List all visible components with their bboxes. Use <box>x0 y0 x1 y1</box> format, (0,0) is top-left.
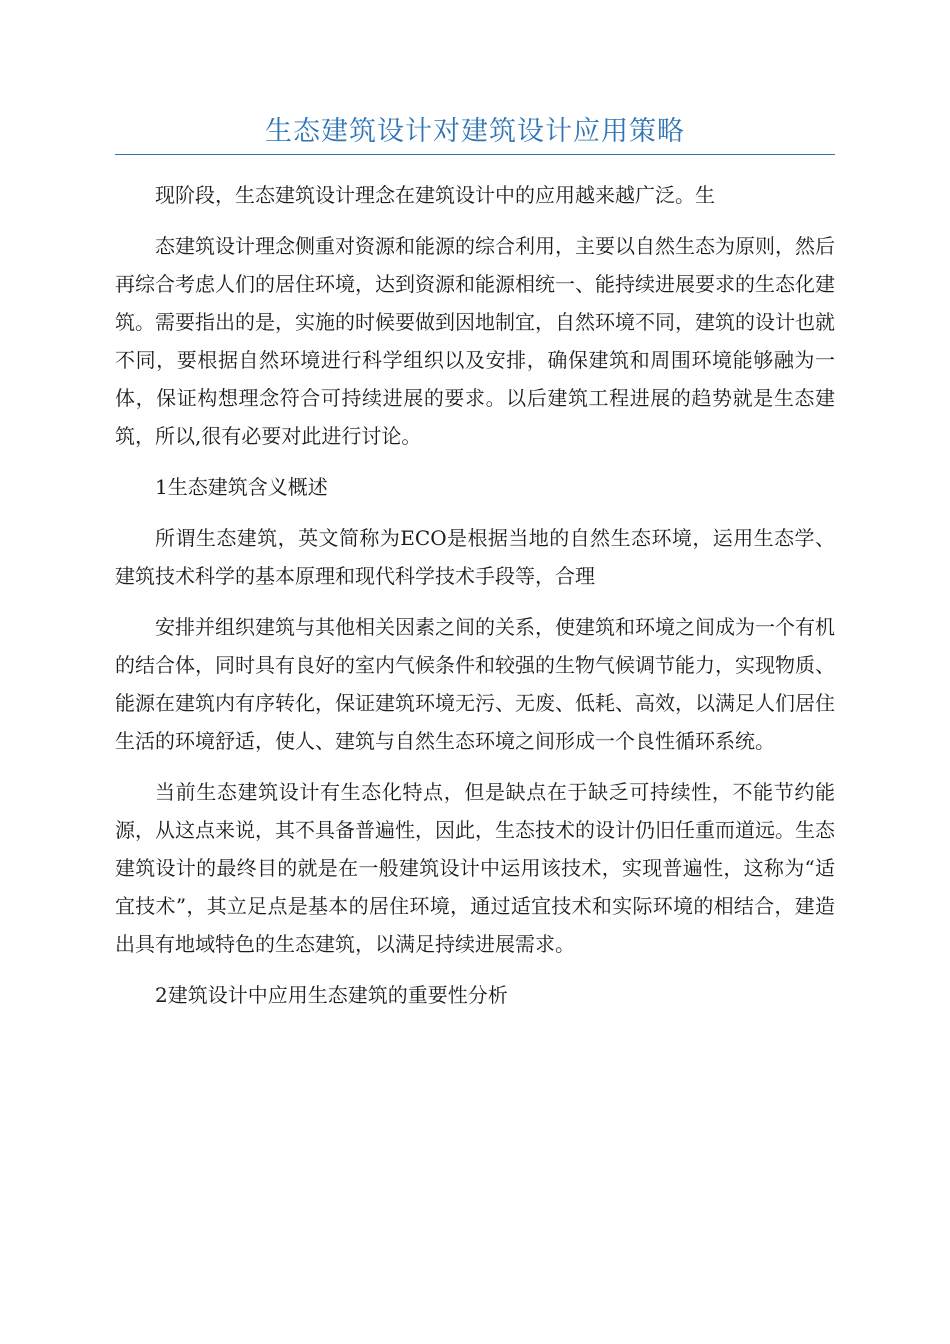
document-title: 生态建筑设计对建筑设计应用策略 <box>265 116 685 147</box>
paragraph-current-status: 当前生态建筑设计有生态化特点，但是缺点在于缺乏可持续性，不能节约能源，从这点来说，其不具备普遍性，因此，生态技术的设计仍旧任重而道远。生态建筑设计的最终目的就是在一般建筑设计中运用该技术，实现普遍性，这称为“适宜技术”，其立足点是基本的居住环境，通过适宜技术和实际环境的相结合，建造出具有地域特色的生态建筑，以满足持续进展需求。 <box>115 780 835 956</box>
section-heading-2: 2建筑设计中应用生态建筑的重要性分析 <box>155 983 508 1007</box>
title-underline <box>115 154 835 155</box>
document-body <box>115 176 835 1027</box>
paragraph-definition: 所谓生态建筑，英文简称为ECO是根据当地的自然生态环境，运用生态学、建筑技术科学的基本原理和现代科学技术手段等，合理 <box>115 526 835 588</box>
section-heading-1: 1生态建筑含义概述 <box>155 475 328 499</box>
paragraph-arrangement: 安排并组织建筑与其他相关因素之间的关系，使建筑和环境之间成为一个有机的结合体，同时具有良好的室内气候条件和较强的生物气候调节能力，实现物质、能源在建筑内有序转化，保证建筑环境无污、无废、低耗、高效，以满足人们居住生活的环境舒适，使人、建筑与自然生态环境之间形成一个良性循环系统。 <box>115 615 835 753</box>
paragraph-eco-concept: 态建筑设计理念侧重对资源和能源的综合利用，主要以自然生态为原则，然后再综合考虑人们的居住环境，达到资源和能源相统一、能持续进展要求的生态化建筑。需要指出的是，实施的时候要做到因地制宜，自然环境不同，建筑的设计也就不同，要根据自然环境进行科学组织以及安排，确保建筑和周围环境能够融为一体，保证构想理念符合可持续进展的要求。以后建筑工程进展的趋势就是生态建筑，所以,很有必要对此进行讨论。 <box>115 234 835 448</box>
paragraph-intro: 现阶段，生态建筑设计理念在建筑设计中的应用越来越广泛。生 <box>155 183 715 207</box>
